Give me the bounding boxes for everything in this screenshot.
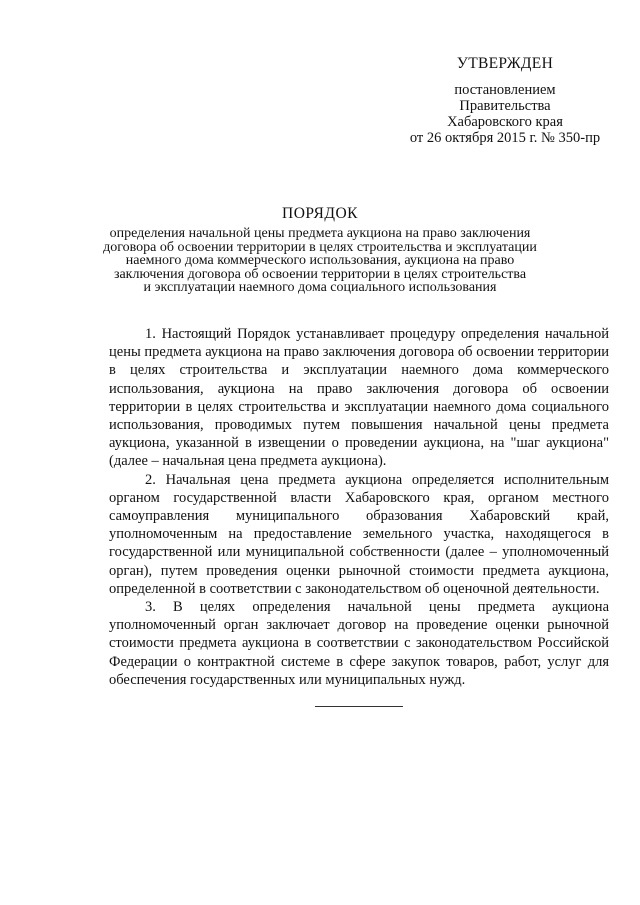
approval-line: постановлением [454, 82, 556, 98]
subtitle-line: договора об освоении территории в целях строительства и эксплуатации [103, 239, 537, 255]
approval-date-line: от 26 октября 2015 г. № 350-пр [409, 130, 601, 146]
approval-line: Хабаровского края [447, 114, 563, 130]
paragraph-2: 2. Начальная цена предмета аукциона определяется исполнительным органом государственной власти Хабаровского края, органом местного самоуправления муниципального образования Хабаровский край, уполномоченным на предоставление земельного участка, находящегося в государственной или муниципальной собственности (далее – уполномоченный орган), путем проведения оценки рыночной стоимости предмета аукциона, определенной в соответствии с законодательством об оценочной деятельности. [109, 471, 609, 597]
document-title: ПОРЯДОК [282, 205, 358, 222]
paragraph-1: 1. Настоящий Порядок устанавливает процедуру определения начальной цены предмета аукциона на право заключения договора об освоении территории в целях строительства и эксплуатации наемного дома коммерческого использования, аукциона на право заключения договора об освоении территории в целях строительства и эксплуатации наемного дома социального использования, проводимых путем повышения начальной цены предмета аукциона, указанной в извещении о проведении аукциона, на "шаг аукциона" (далее – начальная цена предмета аукциона). [109, 326, 609, 470]
subtitle-line: заключения договора об освоении территории в целях строительства [113, 266, 527, 282]
subtitle-line: и эксплуатации наемного дома социального использования [143, 280, 497, 296]
approval-line: Правительства [459, 98, 551, 114]
paragraph-3: 3. В целях определения начальной цены предмета аукциона уполномоченный орган заключает договор на проведение оценки рыночной стоимости предмета аукциона в соответствии с законодательством Российской Федерации о контрактной системе в сфере закупок товаров, работ, услуг для обеспечения государственных или муниципальных нужд. [109, 599, 609, 688]
document-subtitle [100, 227, 540, 295]
subtitle-line: наемного дома коммерческого использования, аукциона на право [125, 253, 515, 269]
document-body [109, 325, 609, 689]
end-divider [315, 706, 403, 707]
subtitle-line: определения начальной цены предмета аукциона на право заключения [109, 226, 531, 241]
approval-heading: УТВЕРЖДЕН [456, 55, 554, 72]
approval-block [380, 56, 630, 146]
